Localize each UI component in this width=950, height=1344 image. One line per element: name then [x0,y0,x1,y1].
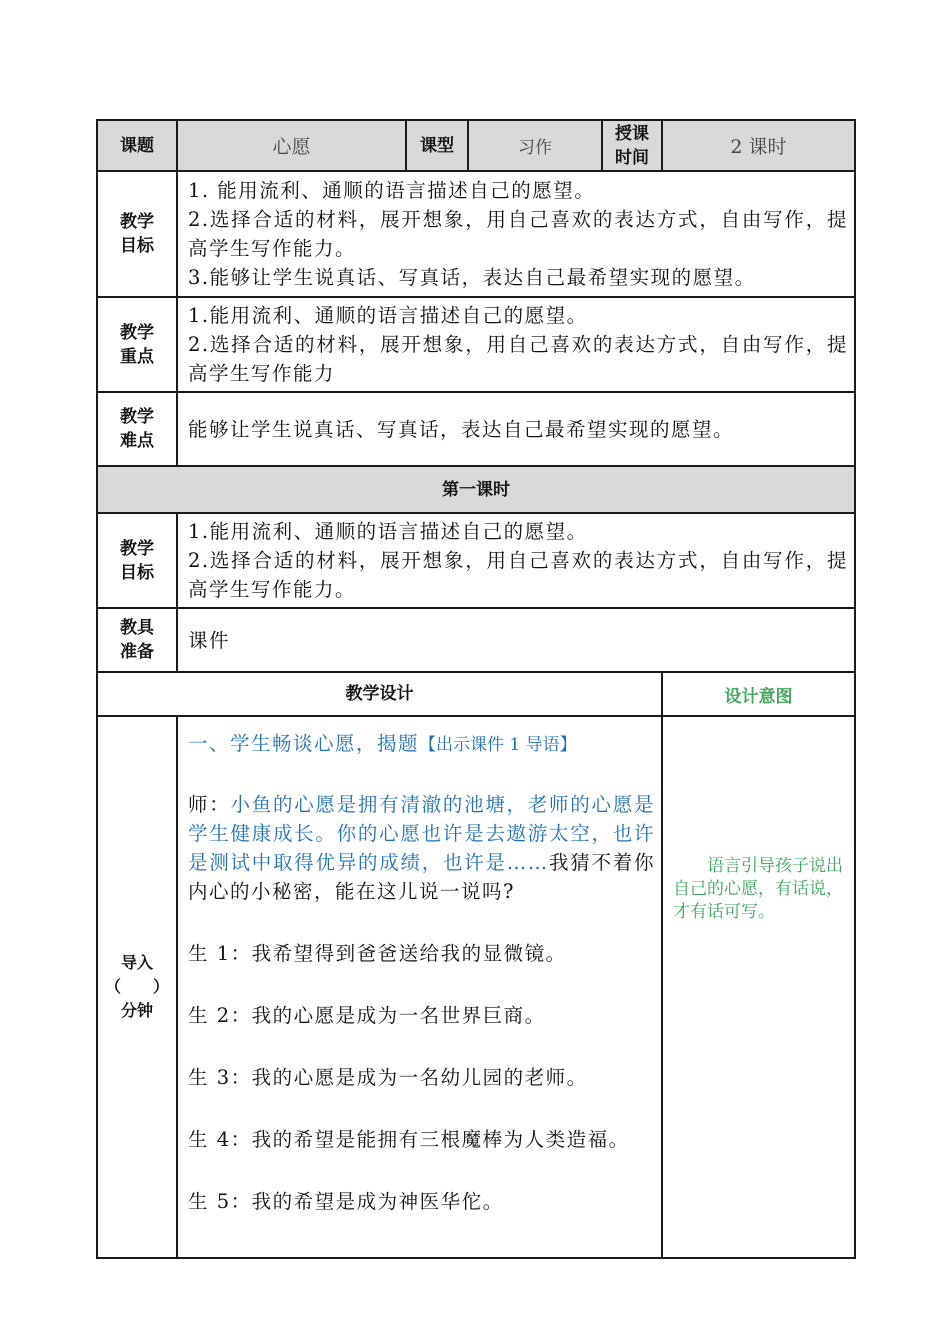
key-points-content [177,297,855,392]
student-line: 生 2：我的心愿是成为一名世界巨商。 [188,1004,546,1027]
design-header-row [97,672,855,716]
goal-item: 2.选择合适的材料，展开想象，用自己喜欢的表达方式，自由写作，提高学生写作能力。 [188,208,848,260]
student-line: 生 5：我的希望是成为神医华佗。 [188,1190,504,1213]
tools-content: 课件 [177,608,855,672]
goals-label: 教学 目标 [97,171,177,297]
student-line: 生 1：我希望得到爸爸送给我的显微镜。 [188,942,567,965]
intent-column-header: 设计意图 [662,672,855,716]
header-row [97,120,855,171]
student-line: 生 4：我的希望是能拥有三根魔棒为人类造福。 [188,1128,630,1151]
lesson1-goal-item: 2.选择合适的材料，展开想象，用自己喜欢的表达方式，自由写作，提高学生写作能力。 [188,549,848,601]
teacher-line: 师：小鱼的心愿是拥有清澈的池塘，老师的心愿是学生健康成长。你的心愿也许是去遨游太空，也许是测试中取得优异的成绩，也许是……我猜不着你内心的小秘密，能在这儿说一说吗? [188,793,655,903]
lesson1-goal-item: 1.能用流利、通顺的语言描述自己的愿望。 [188,520,588,543]
time-label: 授课 时间 [602,120,662,171]
time-value: 2 课时 [662,120,855,171]
topic-label: 课题 [97,120,177,171]
difficulties-row [97,392,855,466]
key-point-item: 2.选择合适的材料，展开想象，用自己喜欢的表达方式，自由写作，提高学生写作能力 [188,333,848,385]
intro-row [97,716,855,1258]
tools-label: 教具 准备 [97,608,177,672]
intro-label: 导入 （ ） 分钟 [97,716,177,1258]
lesson-plan-table [96,119,856,1259]
design-column-header: 教学设计 [97,672,662,716]
lesson1-title-row [97,466,855,513]
lesson1-goals-row [97,513,855,608]
topic-value: 心愿 [177,120,406,171]
intro-content [177,716,662,1258]
key-points-row [97,297,855,392]
lesson1-title: 第一课时 [97,466,855,513]
goal-item: 3.能够让学生说真话、写真话，表达自己最希望实现的愿望。 [188,266,756,289]
intro-heading: 一、学生畅谈心愿，揭题【出示课件 1 导语】 [188,732,577,755]
difficulties-label: 教学 难点 [97,392,177,466]
lesson1-goals-content [177,513,855,608]
student-line: 生 3：我的心愿是成为一名幼儿园的老师。 [188,1066,588,1089]
tools-row [97,608,855,672]
intro-intent: 语言引导孩子说出自己的心愿，有话说，才有话可写。 [662,716,855,1258]
goals-row [97,171,855,297]
goal-item: 1. 能用流利、通顺的语言描述自己的愿望。 [188,179,596,202]
goals-content [177,171,855,297]
key-point-item: 1.能用流利、通顺的语言描述自己的愿望。 [188,304,588,327]
lesson1-goals-label: 教学 目标 [97,513,177,608]
type-value: 习作 [468,120,602,171]
key-points-label: 教学 重点 [97,297,177,392]
type-label: 课型 [406,120,468,171]
difficulties-content: 能够让学生说真话、写真话，表达自己最希望实现的愿望。 [177,392,855,466]
